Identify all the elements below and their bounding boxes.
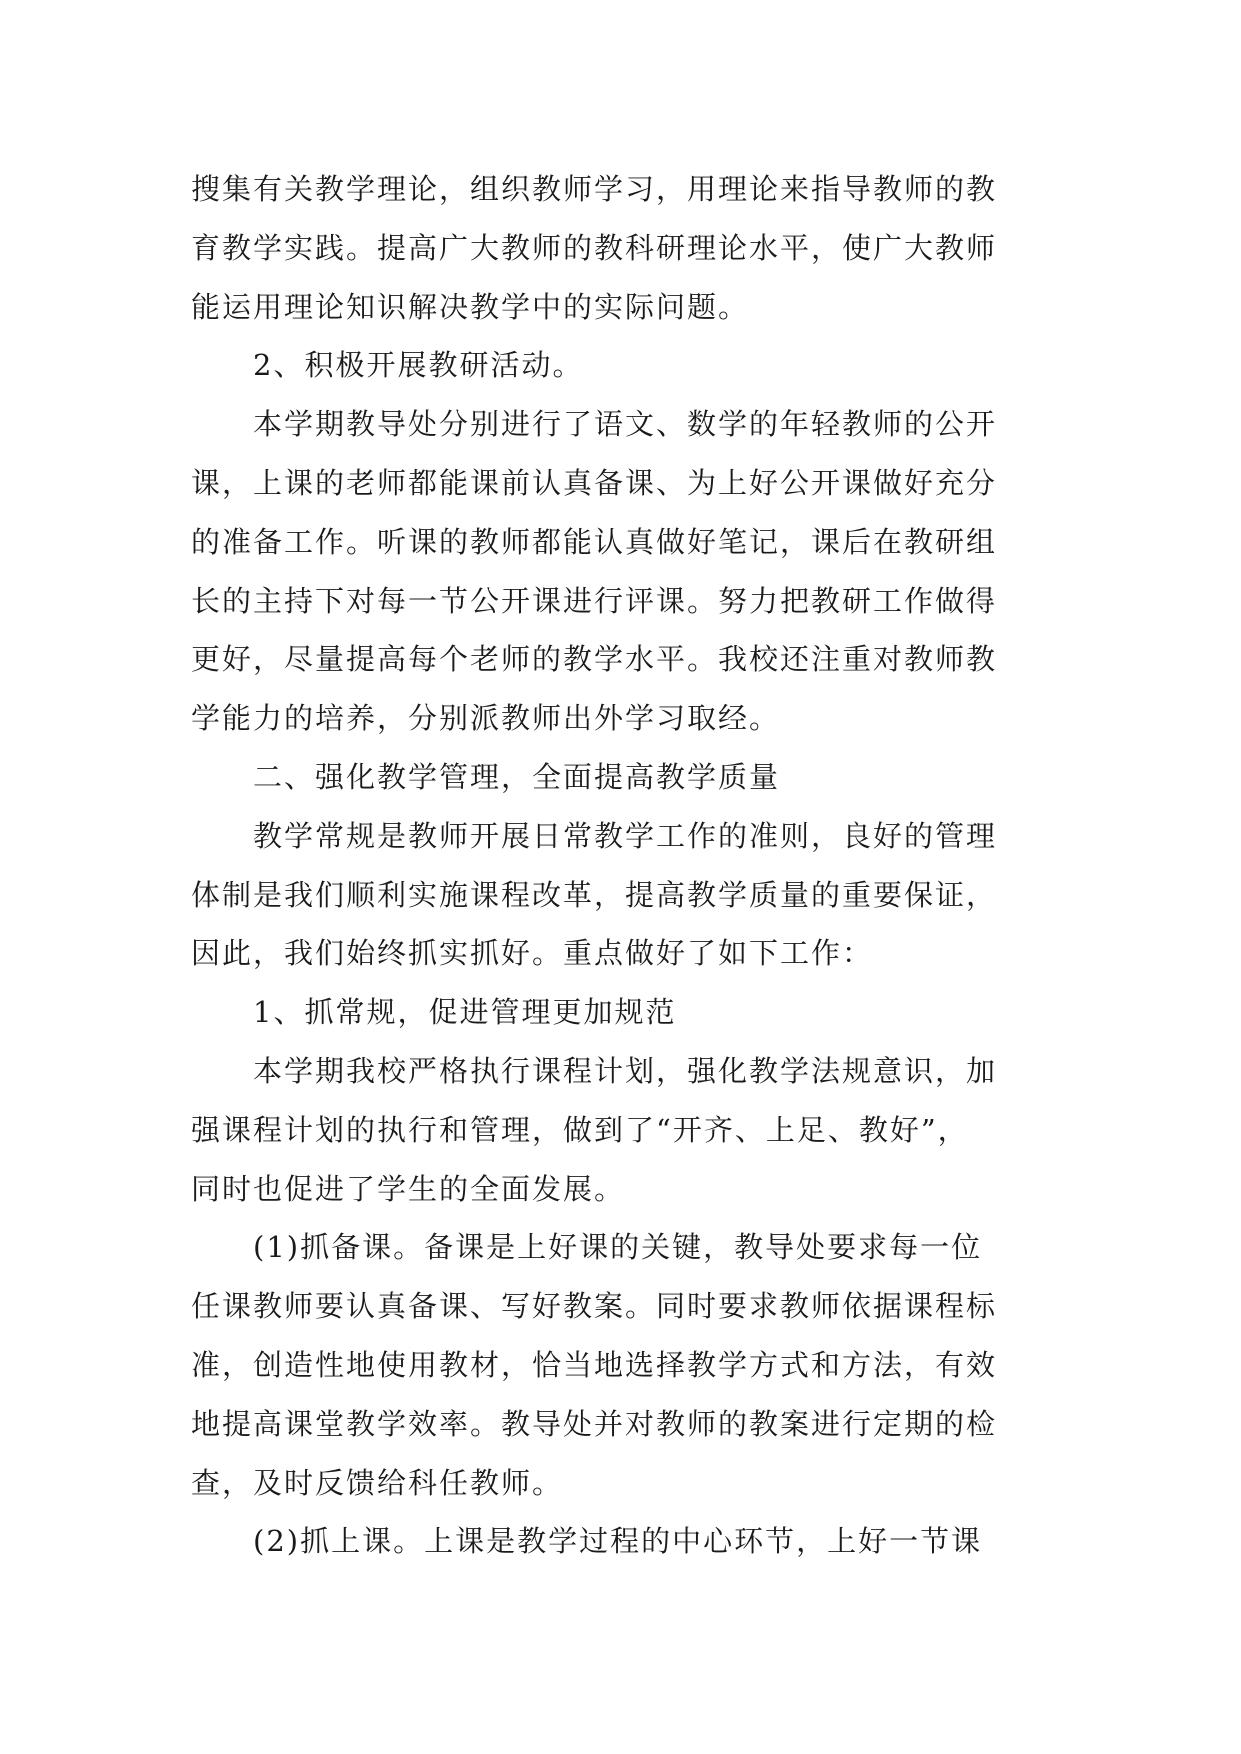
paragraph-7 — [191, 1042, 1061, 1218]
paragraph-1 — [191, 160, 1061, 336]
paragraph-line: 课，上课的老师都能课前认真备课、为上好公开课做好充分 — [191, 465, 998, 500]
paragraph-9 — [191, 1512, 1061, 1571]
paragraph-line: 育教学实践。提高广大教师的教科研理论水平，使广大教师 — [191, 230, 998, 265]
paragraph-line: 本学期教导处分别进行了语文、数学的年轻教师的公开 — [253, 407, 998, 442]
paragraph-line: 准，创造性地使用教材，恰当地选择教学方式和方法，有效 — [191, 1347, 998, 1382]
paragraph-line: 搜集有关教学理论，组织教师学习，用理论来指导教师的教 — [191, 172, 998, 206]
section-heading-2 — [191, 336, 1061, 395]
heading-line: 1、抓常规，促进管理更加规范 — [253, 995, 677, 1030]
paragraph-line: 地提高课堂教学效率。教导处并对教师的教案进行定期的检 — [191, 1406, 998, 1441]
paragraph-line: 同时也促进了学生的全面发展。 — [191, 1171, 626, 1206]
paragraph-line: 查，及时反馈给科任教师。 — [191, 1465, 564, 1500]
document-body — [191, 160, 1061, 1571]
paragraph-line: 长的主持下对每一节公开课进行评课。努力把教研工作做得 — [191, 583, 998, 618]
paragraph-line: 因此，我们始终抓实抓好。重点做好了如下工作： — [191, 936, 874, 971]
heading-line: 2、积极开展教研活动。 — [253, 348, 584, 383]
paragraph-line: 体制是我们顺利实施课程改革，提高教学质量的重要保证， — [191, 877, 998, 912]
paragraph-line: 更好，尽量提高每个老师的教学水平。我校还注重对教师教 — [191, 642, 998, 677]
paragraph-line: (1)抓备课。备课是上好课的关键，教导处要求每一位 — [253, 1230, 983, 1265]
paragraph-line: 任课教师要认真备课、写好教案。同时要求教师依据课程标 — [191, 1289, 998, 1324]
paragraph-line: 本学期我校严格执行课程计划，强化教学法规意识，加 — [253, 1053, 998, 1088]
paragraph-line: 教学常规是教师开展日常教学工作的准则，良好的管理 — [253, 818, 998, 853]
paragraph-line: 能运用理论知识解决教学中的实际问题。 — [191, 289, 750, 324]
paragraph-line: 的准备工作。听课的教师都能认真做好笔记，课后在教研组 — [191, 524, 998, 559]
section-heading-1 — [191, 983, 1061, 1042]
section-heading-2-main — [191, 748, 1061, 807]
paragraph-5 — [191, 807, 1061, 983]
paragraph-3 — [191, 395, 1061, 748]
heading-line: 二、强化教学管理，全面提高教学质量 — [253, 759, 781, 794]
paragraph-line: (2)抓上课。上课是教学过程的中心环节，上好一节课 — [253, 1524, 983, 1559]
paragraph-8 — [191, 1218, 1061, 1512]
paragraph-line: 学能力的培养，分别派教师出外学习取经。 — [191, 701, 781, 736]
paragraph-line: 强课程计划的执行和管理，做到了“开齐、上足、教好”， — [191, 1112, 969, 1147]
